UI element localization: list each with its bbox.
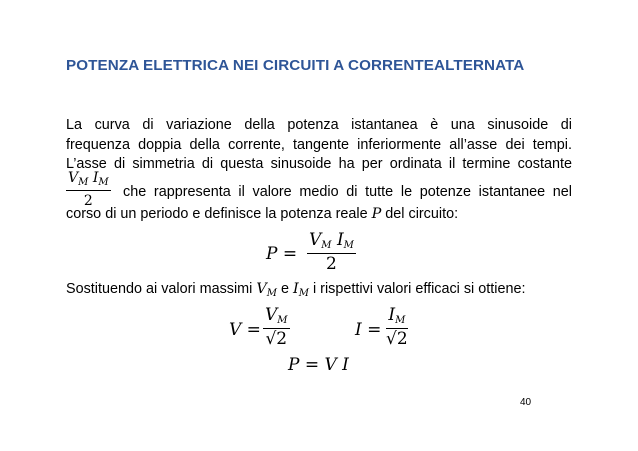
subst-part-2: i rispettivi valori efficaci si ottiene: — [312, 281, 526, 297]
line5-tail: del circuito: — [385, 206, 459, 222]
formula-power-lhs — [266, 244, 297, 264]
formula-v-fraction — [263, 305, 290, 349]
formula-power-fraction — [307, 230, 356, 274]
paragraph-line-3: L’asse di simmetria di questa sinusoide ha per ordinata il termine costante — [66, 156, 572, 172]
title-part-2: ALTERNATA — [434, 57, 525, 74]
v-frac-num-sub: M — [277, 315, 288, 326]
subst-part-1: Sostituendo ai valori massimi — [66, 281, 253, 297]
inline-fraction-vm-im-over-2 — [66, 168, 111, 211]
substitution-sentence — [66, 281, 525, 297]
power-frac-i-sub: M — [343, 240, 354, 251]
power-frac-den: 2 — [326, 254, 337, 274]
subst-sym-vm-sub: M — [266, 288, 278, 299]
inline-frac-v: V — [68, 170, 79, 186]
formula-p-equals-vi: P = V I — [288, 355, 349, 375]
i-frac-num: I — [388, 305, 396, 325]
paragraph-line-5 — [66, 206, 458, 222]
subst-sym-vm: V — [256, 281, 267, 297]
i-frac-num-sub: M — [395, 315, 406, 326]
title-part-1: POTENZA ELETTRICA NEI CIRCUITI A CORRENTE — [66, 57, 435, 74]
paragraph-line-2: frequenza doppia della corrente, tangente inferiormente all’asse dei tempi. — [66, 137, 572, 153]
formula-v-lhs — [229, 320, 261, 340]
inline-frac-v-sub: M — [78, 177, 89, 188]
line5-text: corso di un periodo e definisce la potenza reale — [66, 206, 368, 222]
slide-title — [66, 57, 586, 74]
power-frac-v-sub: M — [321, 240, 332, 251]
inline-frac-i: I — [92, 170, 99, 186]
line5-symbol-p: P — [371, 206, 382, 222]
formula-power-lhs-text: P = — [266, 244, 298, 264]
subst-sym-im: I — [293, 281, 299, 297]
power-frac-i: I — [336, 230, 344, 250]
paragraph-line-1: La curva di variazione della potenza istantanea è una sinusoide di — [66, 117, 572, 133]
formula-i-lhs-text: I = — [355, 320, 382, 340]
formula-i-fraction — [386, 305, 408, 349]
paragraph-line-4: che rappresenta il valore medio di tutte le potenze istantanee nel — [123, 184, 572, 200]
i-frac-den: √2 — [386, 329, 408, 349]
formula-i-lhs — [355, 320, 381, 340]
subst-conj: e — [281, 281, 290, 297]
power-frac-v: V — [309, 230, 322, 250]
inline-frac-den: 2 — [83, 193, 93, 209]
v-frac-den: √2 — [265, 329, 288, 349]
page-number: 40 — [520, 397, 532, 408]
v-frac-num: V — [265, 305, 278, 325]
subst-sym-im-sub: M — [298, 288, 309, 299]
formula-v-lhs-text: V = — [229, 320, 261, 340]
inline-frac-i-sub: M — [98, 177, 109, 188]
